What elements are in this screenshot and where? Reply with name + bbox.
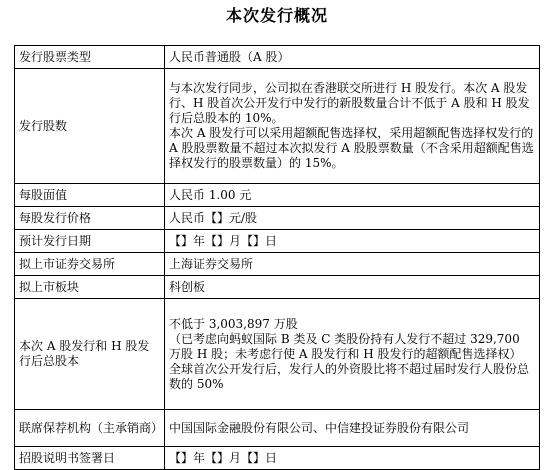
row-value-text: 中国国际金融股份有限公司、中信建投证券股份有限公司 (169, 420, 470, 435)
table-row (15, 230, 540, 253)
row-value-text: 与本次发行同步，公司拟在香港联交所进行 H 股发行。本次 A 股发行、H 股首次公开发行中发行的新股数量合计不低于 A 股和 H 股发行后总股本的 10%。 (169, 81, 530, 125)
row-value (165, 253, 540, 276)
page-title: 本次发行概况 (225, 6, 328, 25)
row-value (165, 46, 540, 69)
table-row (15, 207, 540, 230)
row-label: 本次 A 股发行和 H 股发行后总股本 (15, 299, 165, 410)
table-row (15, 447, 540, 470)
row-value-text: 【】年【】月【】日 (169, 450, 278, 465)
table-row (15, 69, 540, 184)
row-value-text: 全球首次公开发行后，发行人的外资股比将不超过届时发行人股份总数的 50% (169, 361, 530, 391)
row-value-text: 人民币【】元/股 (169, 210, 258, 225)
row-value-text: 本次 A 股发行可以采用超额配售选择权，采用超额配售选择权发行的 A 股股票数量不超过本次拟发行 A 股股票数量（不含采用超额配售选择权发行的股票数量）的 15%。 (169, 126, 534, 170)
row-value (165, 207, 540, 230)
row-value (165, 410, 540, 447)
row-label: 每股发行价格 (15, 207, 165, 230)
row-label: 每股面值 (15, 184, 165, 207)
offering-overview-table (14, 45, 540, 470)
row-value-text: （已考虑向蚂蚁国际 B 类及 C 类股份持有人发行不超过 329,700 万股 H 股；未考虑行使 A 股发行和 H 股发行的超额配售选择权） (169, 331, 522, 361)
row-label: 发行股票类型 (15, 46, 165, 69)
row-label: 联席保荐机构（主承销商） (15, 410, 165, 447)
row-value-text: 【】年【】月【】日 (169, 233, 278, 248)
row-value-text: 不低于 3,003,897 万股 (169, 316, 298, 331)
row-value (165, 299, 540, 410)
row-value (165, 69, 540, 184)
row-value-text: 上海证券交易所 (169, 256, 254, 271)
row-value (165, 447, 540, 470)
table-row (15, 276, 540, 299)
row-label: 招股说明书签署日 (15, 447, 165, 470)
row-label: 拟上市板块 (15, 276, 165, 299)
table-row (15, 46, 540, 69)
table-row (15, 253, 540, 276)
row-label: 发行股数 (15, 69, 165, 184)
row-value (165, 276, 540, 299)
row-label: 预计发行日期 (15, 230, 165, 253)
row-value (165, 184, 540, 207)
row-value-text: 科创板 (169, 279, 206, 294)
row-value-text: 人民币 1.00 元 (169, 187, 252, 202)
row-label: 拟上市证券交易所 (15, 253, 165, 276)
table-row (15, 184, 540, 207)
row-value-text: 人民币普通股（A 股） (169, 49, 290, 64)
row-value (165, 230, 540, 253)
table-row (15, 299, 540, 410)
table-row (15, 410, 540, 447)
